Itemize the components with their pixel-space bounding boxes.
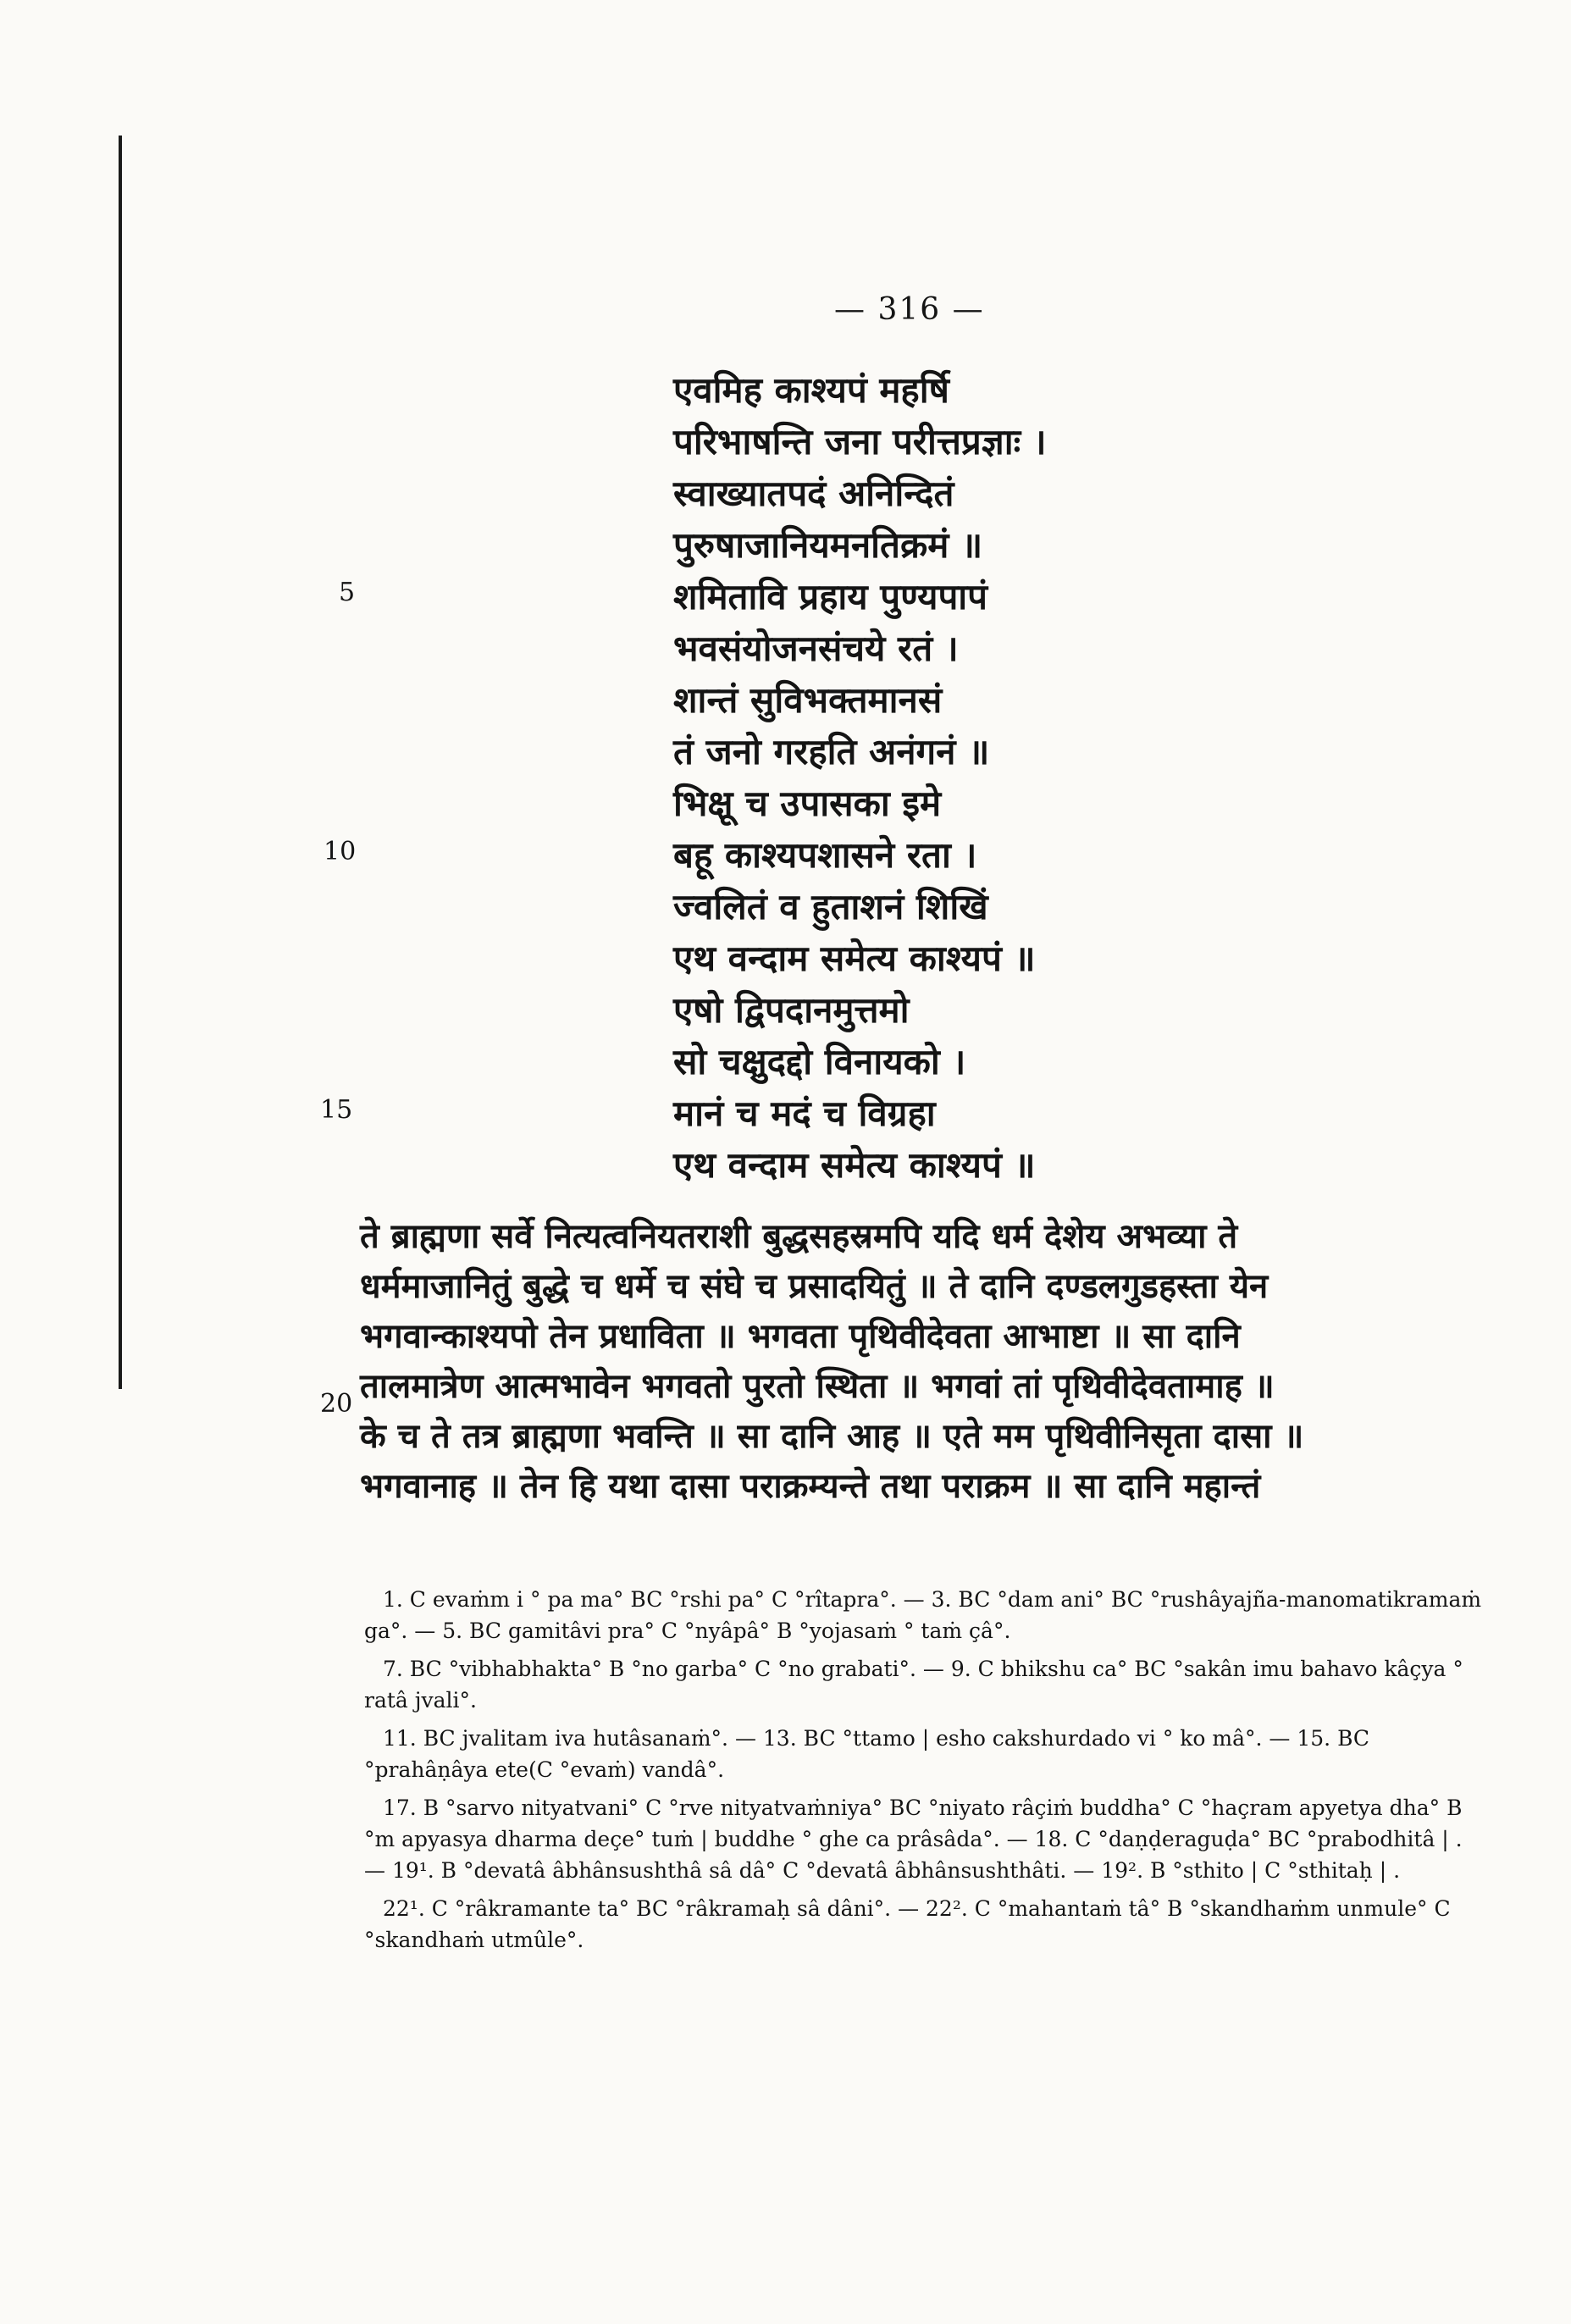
prose-line: भगवान्काश्यपो तेन प्रधाविता ॥ भगवता पृथिवीदेवता आभाष्टा ॥ सा दानि <box>360 1316 1241 1356</box>
verse-block <box>673 364 1351 1191</box>
prose-block <box>360 1211 1486 1511</box>
prose-line: के च ते तत्र ब्राह्मणा भवन्ति ॥ सा दानि आह ॥ एते मम पृथिवीनिसृता दासा ॥ <box>360 1416 1304 1456</box>
verse-line: शान्तं सुविभक्तमानसं <box>673 679 943 721</box>
footnote: 7. BC °vibhabhakta° B °no garba° C °no grabati°. — 9. C bhikshu ca° BC °sakân imu bahavo kâçya ° ratâ jvali°. <box>364 1657 1463 1713</box>
verse-line: स्वाख्यातपदं अनिन्दितं <box>673 473 954 514</box>
verse-line: भवसंयोजनसंचये रतं । <box>673 628 959 669</box>
prose-line: तालमात्रेण आत्मभावेन भगवतो पुरतो स्थिता ॥ भगवां तां पृथिवीदेवतामाह ॥ <box>360 1366 1275 1406</box>
verse-line: परिभाषन्ति जना परीत्तप्रज्ञाः । <box>673 421 1047 462</box>
verse-line: मानं च मदं च विग्रहा <box>673 1093 936 1134</box>
page-number: — 316 — <box>834 292 985 327</box>
footnote: 22¹. C °râkramante ta° BC °râkramaḥ sâ dâni°. — 22². C °mahantaṁ tâ° B °skandhaṁm unmule° C °skandhaṁ utmûle°. <box>364 1896 1451 1952</box>
verse-line: एथ वन्दाम समेत्य काश्यपं ॥ <box>673 1144 1036 1186</box>
line-number-15: 15 <box>320 1095 353 1125</box>
line-number-20: 20 <box>320 1389 353 1419</box>
verse-line: पुरुषाजानियमनतिक्रमं ॥ <box>673 524 983 566</box>
line-number-5: 5 <box>339 578 356 607</box>
verse-line: बहू काश्यपशासने रता । <box>673 834 977 876</box>
footnote: 11. BC jvalitam iva hutâsanaṁ°. — 13. BC °ttamo | esho cakshurdado vi ° ko mâ°. — 15. BC °prahâṇâya ete(C °evaṁ) vandâ°. <box>364 1726 1370 1782</box>
verse-line: भिक्षू च उपासका इमे <box>673 783 942 824</box>
prose-line: धर्ममाजानितुं बुद्धे च धर्मे च संघे च प्रसादयितुं ॥ ते दानि दण्डलगुडहस्ता येन <box>360 1266 1269 1306</box>
binding-edge-line <box>119 136 122 1389</box>
line-number-10: 10 <box>324 837 357 866</box>
verse-line: एषो द्विपदानमुत्तमो <box>673 989 910 1031</box>
footnote: 17. B °sarvo nityatvani° C °rve nityatvaṁniya° BC °niyato râçiṁ buddha° C °haçram apyetya dha° B °m apyasya dharma deçe° tuṁ | buddhe ° ghe ca prâsâda°. — 18. C °daṇḍeraguḍa° BC °prabodhitâ | . — 19¹. B °devatâ âbhânsushthâ sâ dâ° C °devatâ âbhânsushthâti. — 19². B °sthito | C °sthitaḥ | . <box>364 1796 1463 1883</box>
verse-line: ज्वलितं व हुताशनं शिखिं <box>673 886 988 927</box>
footnotes <box>364 1584 1486 1962</box>
prose-line: भगवानाह ॥ तेन हि यथा दासा पराक्रम्यन्ते तथा पराक्रम ॥ सा दानि महान्तं <box>360 1466 1261 1506</box>
prose-line: ते ब्राह्मणा सर्वे नित्यत्वनियतराशी बुद्धसहस्रमपि यदि धर्म देशेय अभव्या ते <box>360 1216 1238 1256</box>
verse-line: एवमिह काश्यपं महर्षि <box>673 369 949 411</box>
footnote: 1. C evaṁm i ° pa ma° BC °rshi pa° C °rîtapra°. — 3. BC °dam ani° BC °rushâyajña-manomatikramaṁ ga°. — 5. BC gamitâvi pra° C °nyâpâ° B °yojasaṁ ° taṁ çâ°. <box>364 1587 1482 1643</box>
verse-line: सो चक्षुदद्दो विनायको । <box>673 1041 966 1082</box>
verse-line: एथ वन्दाम समेत्य काश्यपं ॥ <box>673 938 1036 979</box>
verse-line: शमितावि प्रहाय पुण्यपापं <box>673 576 988 617</box>
verse-line: तं जनो गरहति अनंगनं ॥ <box>673 731 990 772</box>
